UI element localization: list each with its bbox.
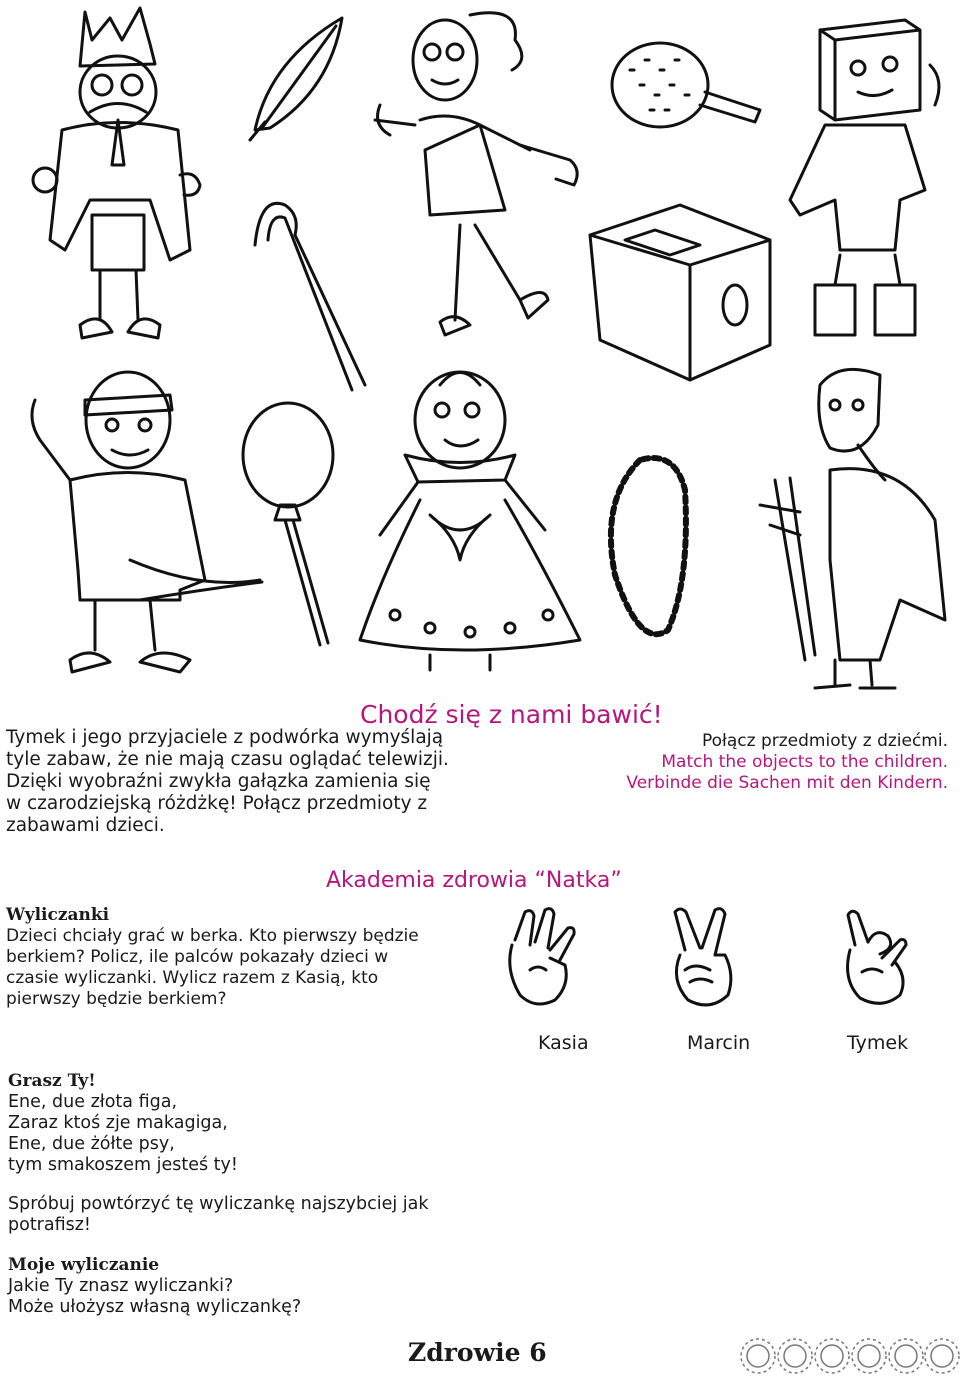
wyliczanki-line: berkiem? Policz, ile palców pokazały dzieci w (6, 947, 389, 967)
sun-icon (852, 1339, 886, 1373)
intro-line: Tymek i jego przyjaciele z podwórka wymyślają (6, 727, 444, 748)
moje-title: Moje wyliczanie (8, 1255, 160, 1275)
sun-icon (741, 1339, 775, 1373)
sun-icon (778, 1339, 812, 1373)
try-line: potrafisz! (8, 1215, 91, 1235)
wyliczanki-text (6, 926, 462, 1010)
try-text (8, 1194, 488, 1236)
necklace-icon (611, 458, 686, 634)
instruction-de: Verbinde die Sachen mit den Kindern. (626, 773, 948, 793)
sun-decoration (738, 1336, 960, 1377)
robot-box-child-figure (790, 20, 939, 335)
cardboard-box-icon (590, 205, 770, 380)
girl-figure (375, 13, 577, 335)
three-fingers-hand-icon (510, 909, 574, 1004)
rhyme-line: Ene, due złota figa, (8, 1092, 178, 1112)
strainer-icon (612, 43, 760, 127)
moje-text (8, 1276, 301, 1318)
sun-icon (815, 1339, 849, 1373)
instruction-pl: Połącz przedmioty z dziećmi. (702, 731, 948, 751)
peace-sign-hand-icon (675, 909, 731, 1005)
try-line: Spróbuj powtórzyć tę wyliczankę najszybciej jak (8, 1194, 429, 1214)
knight-figure (760, 369, 945, 688)
moje-line: Może ułożysz własną wyliczankę? (8, 1297, 302, 1317)
rhyme-line: tym smakoszem jesteś ty! (8, 1155, 238, 1175)
intro-text (6, 727, 476, 837)
balloon-icon (243, 403, 333, 645)
cane-icon (255, 203, 365, 390)
page-heading: Chodź się z nami bawić! (360, 700, 663, 729)
academy-title: Akademia zdrowia “Natka” (326, 868, 622, 893)
hand-gestures (490, 900, 960, 1025)
ok-sign-hand-icon (848, 911, 906, 1003)
sun-icon (925, 1339, 959, 1373)
hand-name-marcin: Marcin (687, 1032, 751, 1054)
page-footer: Zdrowie 6 (408, 1338, 547, 1367)
hand-name-tymek: Tymek (847, 1032, 909, 1054)
indian-child-figure (32, 372, 262, 672)
intro-line: zabawami dzieci. (6, 815, 165, 836)
wyliczanki-line: czasie wyliczanki. Wylicz razem z Kasią, kto (6, 968, 379, 988)
sun-icon (889, 1339, 923, 1373)
wyliczanki-line: Dzieci chciały grać w berka. Kto pierwszy będzie (6, 926, 419, 946)
intro-line: tyle zabaw, że nie mają czasu oglądać telewizji. (6, 749, 449, 770)
intro-line: w czarodziejską różdżkę! Połącz przedmioty z (6, 793, 428, 814)
grasz-title: Grasz Ty! (8, 1071, 96, 1091)
instruction-en: Match the objects to the children. (661, 752, 948, 772)
rhyme-line: Ene, due żółte psy, (8, 1134, 175, 1154)
princess-figure (360, 372, 580, 670)
rhyme-line: Zaraz ktoś zje makagiga, (8, 1113, 228, 1133)
moje-line: Jakie Ty znasz wyliczanki? (8, 1276, 234, 1296)
match-instructions (626, 731, 948, 794)
wyliczanki-title: Wyliczanki (6, 905, 110, 925)
wyliczanki-line: pierwszy będzie berkiem? (6, 989, 227, 1009)
counting-rhyme (8, 1092, 238, 1176)
intro-line: Dzięki wyobraźni zwykła gałązka zamienia się (6, 771, 431, 792)
hand-name-kasia: Kasia (538, 1032, 589, 1054)
feather-icon (250, 18, 342, 140)
king-figure (33, 8, 200, 338)
